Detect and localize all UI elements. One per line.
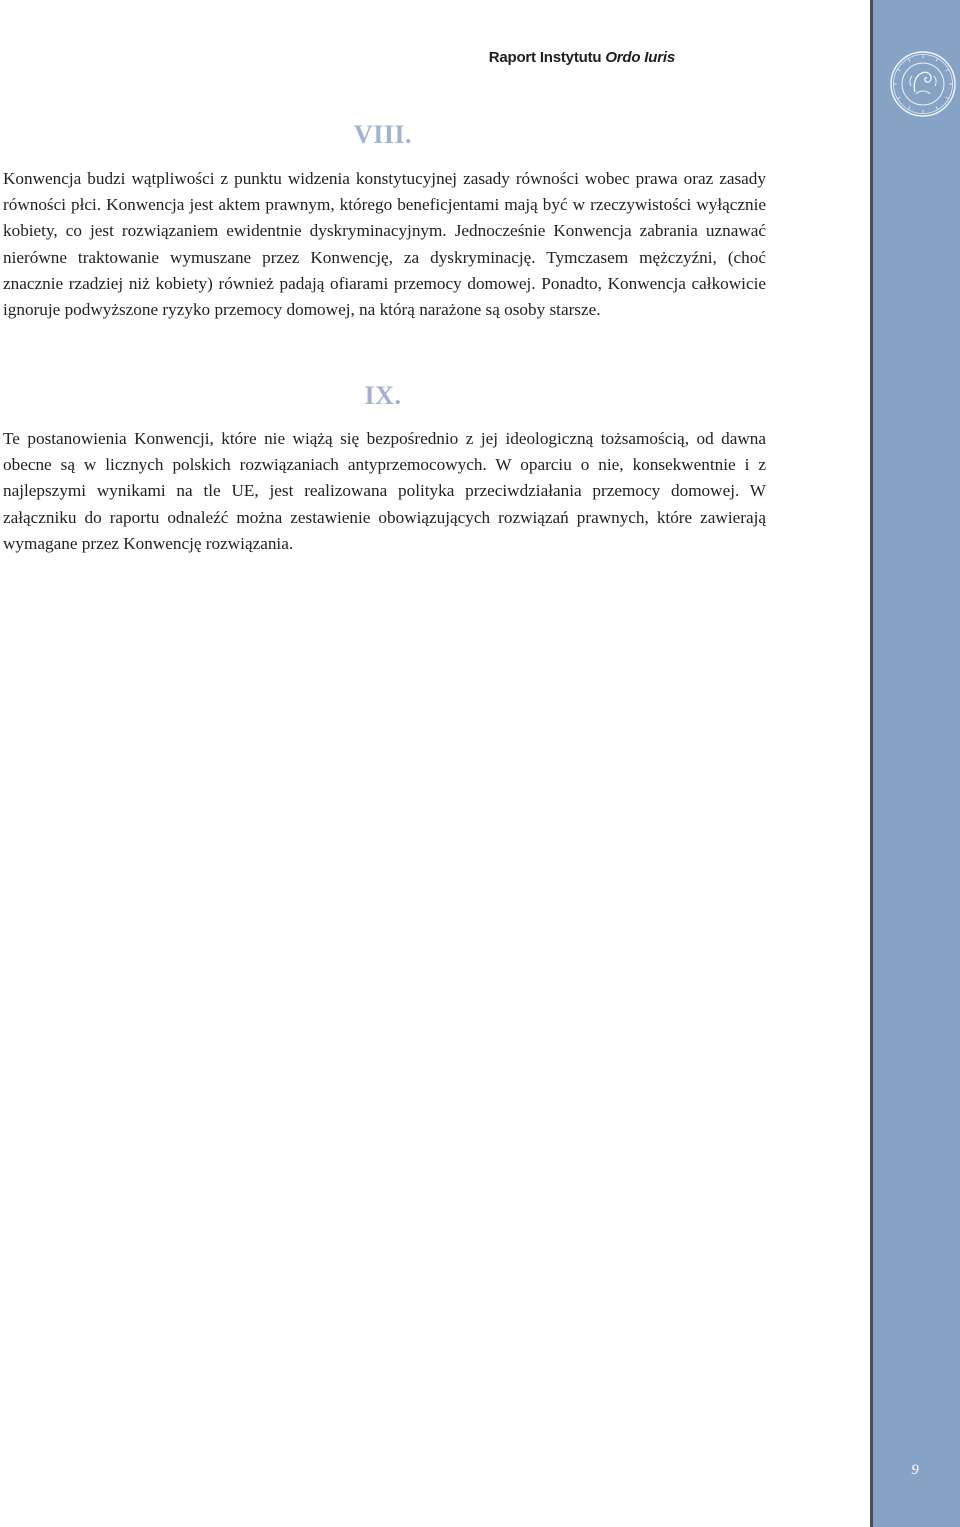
page-number: 9 — [911, 1462, 919, 1478]
section-heading-viii: VIII. — [353, 120, 413, 149]
section-text-viii: Konwencja budzi wątpliwości z punktu widzenia konstytucyjnej zasady równości wobec prawa oraz zasady równości płci. Konwencja jest aktem prawnym, którego beneficjentami mają być w rzeczywistości wyłącznie kobiety, co jest rozwiązaniem ewidentnie dyskryminacyjnym. Jednocześnie Konwencja zabrania uznawać nierówne traktowanie wymuszane przez Konwencję, za dyskryminację. Tymczasem mężczyźni, (choć znacznie rzadziej niż kobiety) również padają ofiarami przemocy domowej. Ponadto, Konwencja całkowicie ignoruje podwyższone ryzyko przemocy domowej, na którą narażone są osoby starsze. — [3, 169, 766, 320]
section-heading-ix: IX. — [364, 381, 402, 410]
header-title-italic: Ordo Iuris — [605, 49, 675, 66]
side-band-edge-line — [870, 0, 873, 1527]
ordo-iuris-seal-icon — [889, 50, 957, 118]
header-title-prefix: Raport Instytutu — [488, 49, 606, 66]
report-header-title — [489, 49, 675, 66]
section-text-ix: Te postanowienia Konwencji, które nie wiążą się bezpośrednio z jej ideologiczną tożsamością, od dawna obecne są w licznych polskich rozwiązaniach antyprzemocowych. W oparciu o nie, konsekwentnie i z najlepszymi wynikami na tle UE, jest realizowana polityka przeciwdziałania przemocy domowej. W załączniku do raportu odnaleźć można zestawienie obowiązujących rozwiązań prawnych, które zawierają wymagane przez Konwencję rozwiązania. — [3, 429, 766, 553]
side-decorative-band — [870, 0, 960, 1527]
